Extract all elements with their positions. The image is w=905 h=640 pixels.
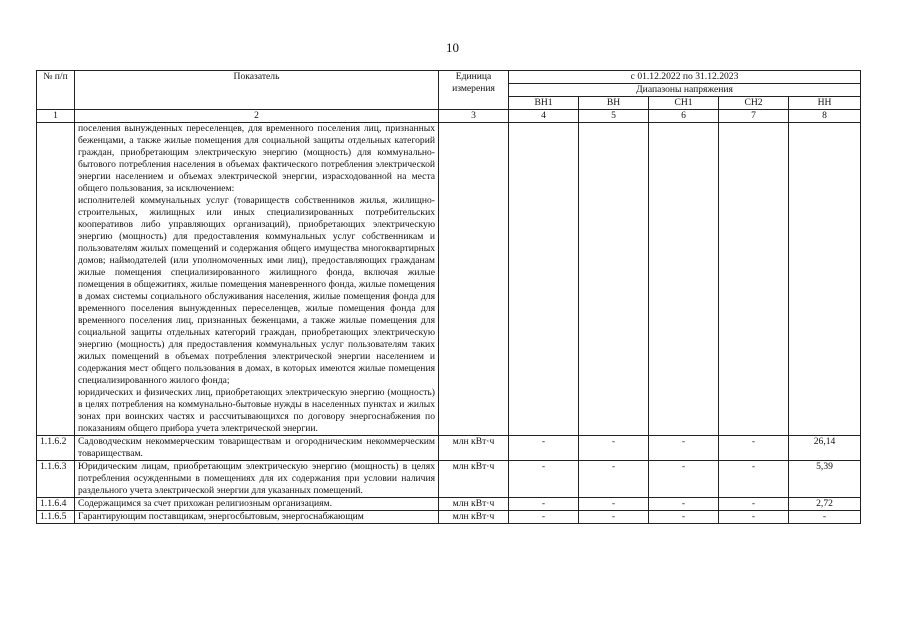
header-num: № п/п bbox=[37, 71, 75, 110]
cell-vn1: - bbox=[509, 498, 579, 511]
continuation-paragraph: исполнителей коммунальных услуг (товариществ собственников жилья, жилищно-строительных, жилищных или иных специализированных потребительских кооперативов либо управляющих организаций), приобретающих электрическую энергию (мощность) для предоставления коммунальных услуг собственникам и пользователям жилых помещений и содержания общего имущества многоквартирных домов; наймодателей (или уполномоченных ими лиц), предоставляющих гражданам жилые помещения специализированного жилищного фонда, включая жилые помещения в общежитиях, жилые помещения маневренного фонда, жилые помещения в домах системы социального обслуживания населения, жилые помещения фонда для временного поселения вынужденных переселенцев, жилые помещения фонда для временного поселения лиц, признанных беженцами, а также жилые помещения для социальной защиты отдельных категорий граждан, приобретающих электрическую энергию (мощность) для предоставления коммунальных услуг пользователям таких жилых помещений в объемах потребления электрической энергии населением и содержания мест общего пользования в домах, в которых имеются жилые помещения специализированного жилого фонда; bbox=[78, 195, 435, 386]
header-indicator: Показатель bbox=[75, 71, 439, 110]
row-unit: млн кВт·ч bbox=[439, 461, 509, 498]
cell-vn: - bbox=[579, 436, 649, 461]
cell-sn1: - bbox=[649, 511, 719, 524]
table-row bbox=[37, 461, 861, 498]
cell-sn2: - bbox=[719, 461, 789, 498]
row-text: Гарантирующим поставщикам, энергосбытовым, энергоснабжающим bbox=[75, 511, 439, 524]
col-number: 1 bbox=[37, 110, 75, 123]
cell-vn1: - bbox=[509, 511, 579, 524]
row-unit: млн кВт·ч bbox=[439, 511, 509, 524]
table-row bbox=[37, 498, 861, 511]
table-row bbox=[37, 511, 861, 524]
cell-nn: 2,72 bbox=[789, 498, 861, 511]
cell-sn2: - bbox=[719, 511, 789, 524]
row-code: 1.1.6.2 bbox=[37, 436, 75, 461]
cell-nn: - bbox=[789, 511, 861, 524]
row-text: Юридическим лицам, приобретающим электрическую энергию (мощность) в целях потребления осужденными в помещениях для их содержания при условии наличия раздельного учета электрической энергии для указанных помещений. bbox=[75, 461, 439, 498]
col-number: 3 bbox=[439, 110, 509, 123]
row-text: Содержащимся за счет прихожан религиозным организациям. bbox=[75, 498, 439, 511]
header-nn: НН bbox=[789, 97, 861, 110]
cell-nn: 5,39 bbox=[789, 461, 861, 498]
table-row bbox=[37, 436, 861, 461]
row-code: 1.1.6.3 bbox=[37, 461, 75, 498]
page-number: 10 bbox=[446, 40, 459, 55]
cell-nn: 26,14 bbox=[789, 436, 861, 461]
tariff-table bbox=[36, 70, 861, 524]
col-number: 8 bbox=[789, 110, 861, 123]
cell-vn: - bbox=[579, 511, 649, 524]
cell-sn1: - bbox=[649, 498, 719, 511]
header-vn: ВН bbox=[579, 97, 649, 110]
cell-vn1: - bbox=[509, 436, 579, 461]
cell-vn1: - bbox=[509, 461, 579, 498]
col-number: 4 bbox=[509, 110, 579, 123]
col-number: 5 bbox=[579, 110, 649, 123]
header-vn1: ВН1 bbox=[509, 97, 579, 110]
header-sn2: СН2 bbox=[719, 97, 789, 110]
cell-vn: - bbox=[579, 498, 649, 511]
continuation-text bbox=[75, 123, 439, 436]
header-unit: Единица измерения bbox=[439, 71, 509, 110]
continuation-paragraph: юридических и физических лиц, приобретающих электрическую энергию (мощность) в целях потребления на коммунально-бытовые нужды в населенных пунктах и жилых зонах при воинских частях и рассчитывающихся по договору энергоснабжения по показаниям общего прибора учета электрической энергии. bbox=[78, 387, 435, 434]
header-voltage-ranges: Диапазоны напряжения bbox=[509, 84, 861, 97]
row-code: 1.1.6.5 bbox=[37, 511, 75, 524]
continuation-paragraph: поселения вынужденных переселенцев, для временного поселения лиц, признанных беженцами, а также жилые помещения для социальной защиты отдельных категорий граждан, приобретающим электрическую энергию (мощность) для коммунально-бытового потребления населения в объемах фактического потребления электрической энергии населением и объемах электрической энергии, израсходованной на места общего пользования, за исключением: bbox=[78, 123, 435, 194]
cell-vn: - bbox=[579, 461, 649, 498]
col-number: 2 bbox=[75, 110, 439, 123]
row-text: Садоводческим некоммерческим товариществам и огородническим некоммерческим товариществам. bbox=[75, 436, 439, 461]
cell-sn1: - bbox=[649, 436, 719, 461]
row-unit: млн кВт·ч bbox=[439, 436, 509, 461]
cell-sn1: - bbox=[649, 461, 719, 498]
row-code: 1.1.6.4 bbox=[37, 498, 75, 511]
table-row bbox=[37, 123, 861, 436]
cell-sn2: - bbox=[719, 498, 789, 511]
header-period: с 01.12.2022 по 31.12.2023 bbox=[509, 71, 861, 84]
cell-sn2: - bbox=[719, 436, 789, 461]
row-unit: млн кВт·ч bbox=[439, 498, 509, 511]
col-number: 7 bbox=[719, 110, 789, 123]
header-sn1: СН1 bbox=[649, 97, 719, 110]
col-number: 6 bbox=[649, 110, 719, 123]
